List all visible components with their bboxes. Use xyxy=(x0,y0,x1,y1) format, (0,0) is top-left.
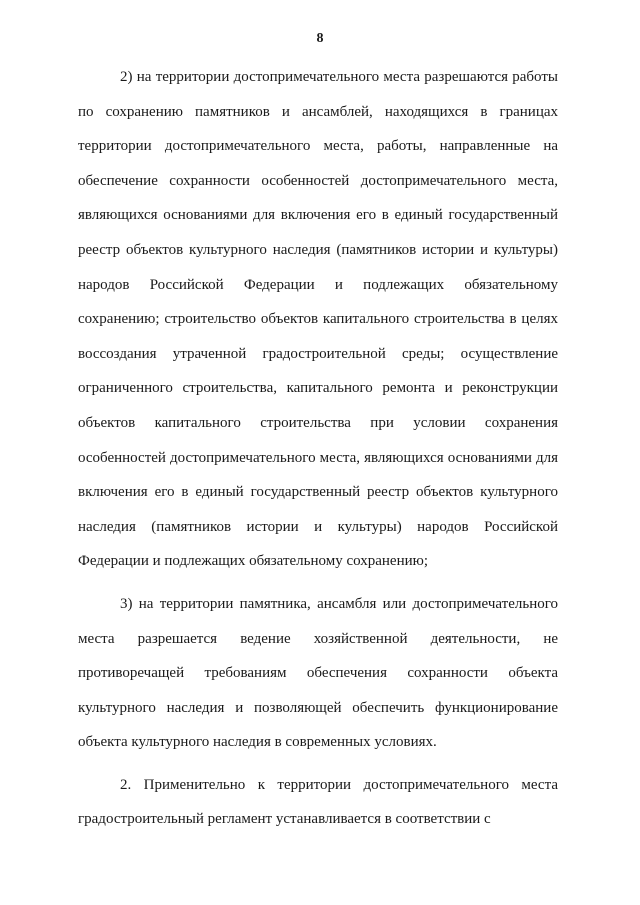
paragraph-section-2: 2. Применительно к территории достопримечательного места градостроительный регламент устанавливается в соответствии с xyxy=(78,776,558,828)
page-number: 8 xyxy=(316,31,324,46)
document-body xyxy=(78,60,558,837)
paragraph-item-2: 2) на территории достопримечательного места разрешаются работы по сохранению памятников и ансамблей, находящихся в границах территории достопримечательного места, работы, направленные на обеспечение сохранности особенностей достопримечательного места, являющихся основаниями для включения его в единый государственный реестр объектов культурного наследия (памятников истории и культуры) народов Российской Федерации и подлежащих обязательному сохранению; строительство объектов капитального строительства в целях воссоздания утраченной градостроительной среды; осуществление ограниченного строительства, капитального ремонта и реконструкции объектов капитального строительства при условии сохранения особенностей достопримечательного места, являющихся основаниями для включения его в единый государственный реестр объектов культурного наследия (памятников истории и культуры) народов Российской Федерации и подлежащих обязательному сохранению; xyxy=(78,69,558,570)
paragraph-item-3: 3) на территории памятника, ансамбля или достопримечательного места разрешается ведение хозяйственной деятельности, не противоречащей требованиям обеспечения сохранности объекта культурного наследия и позволяющей обеспечить функционирование объекта культурного наследия в современных условиях. xyxy=(78,595,558,751)
